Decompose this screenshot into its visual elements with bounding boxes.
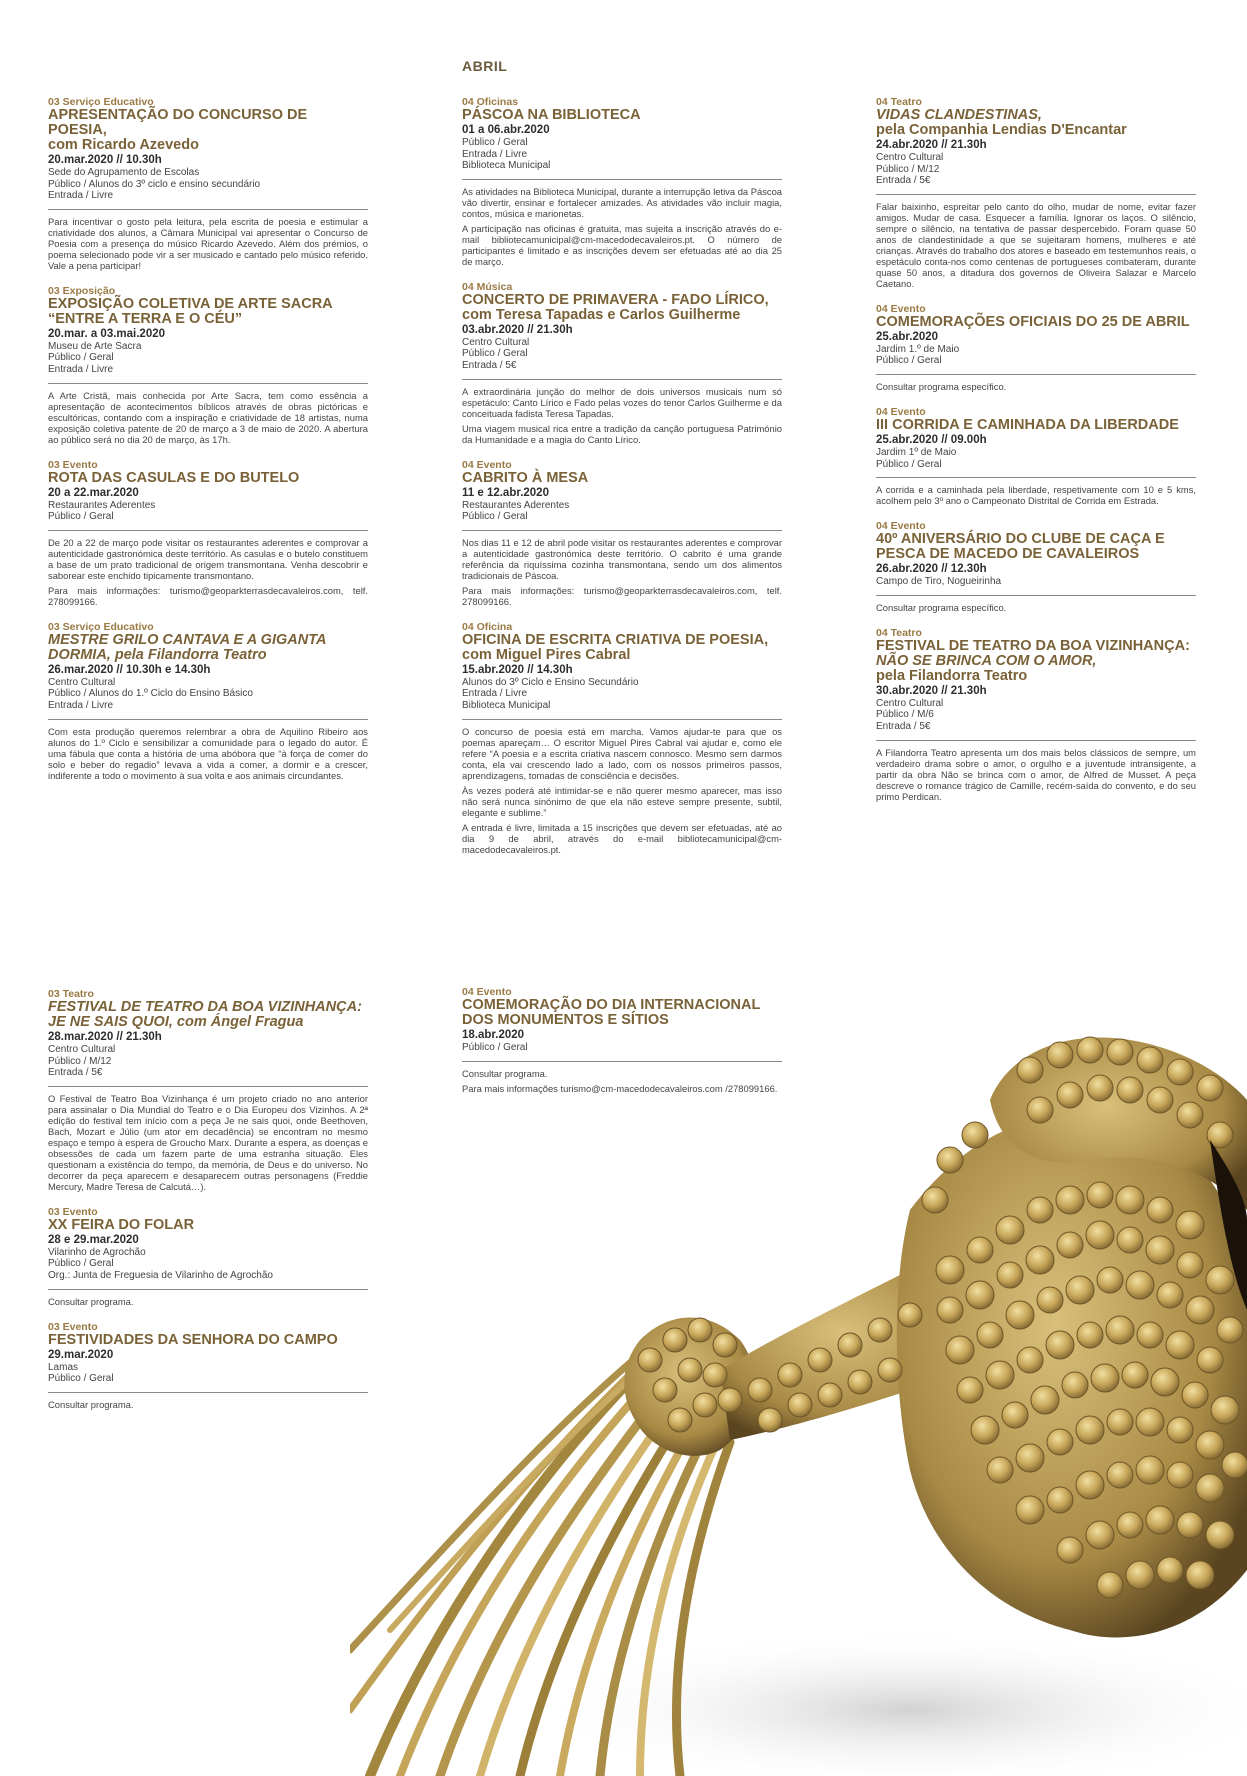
event-category: 03 Exposição [48, 284, 116, 297]
event-date: 20.mar.2020 // 10.30h [48, 154, 162, 166]
coin-sculpture-image [350, 1010, 1247, 1776]
event-info: Centro Cultural [876, 697, 944, 709]
event-description: Falar baixinho, espreitar pelo canto do olho, mudar de nome, evitar fazer amigos. Mudar de casa. Esquecer a família. Ignorar os laços. O silêncio, sempre o silêncio, na tentativa de passar despercebido. Foram quase 50 anos de clandestinidade a que se sujeitaram homens, mulheres e até crianças. Através do trabalho dos atores e baseado em testemunhos reais, o espetáculo conta-nos como centenas de portugueses combateram, durante quase 50 anos, a ditadura dos governos de Oliveira Salazar e Marcelo Caetano. [876, 200, 1196, 289]
divider [48, 1289, 368, 1290]
event-description: A Arte Cristã, mais conhecida por Arte Sacra, tem como essência a apresentação de acontecimentos bíblicos através de obras pictóricas e escultóricas, contando com a inspiração e criatividade de 18 artistas, numa exposição coletiva patente de 20 de março a 3 de maio de 2020. A abertura ao público será no dia 20 de março, às 17h. [48, 389, 368, 445]
event-info: Público / Geral [462, 1042, 528, 1053]
event-category: 03 Evento [48, 1320, 98, 1333]
divider [462, 379, 782, 380]
event-info: Público / Geral [48, 352, 114, 364]
event-date: 03.abr.2020 // 21.30h [462, 323, 573, 336]
event-block [462, 621, 782, 855]
event-date: 25.abr.2020 // 09.00h [876, 433, 987, 446]
event-description: Para mais informações turismo@cm-macedodecavaleiros.com /278099166. [462, 1082, 778, 1094]
divider [462, 179, 782, 180]
divider [48, 383, 368, 384]
event-description: De 20 a 22 de março pode visitar os restaurantes aderentes e comprovar a autenticidade gastronómica deste território. As casulas e o butelo constituem a base de um prato tradicional de origem transmontana. Venha descobrir e saborear este enchido tipicamente transmontano. [48, 536, 368, 581]
event-info: Entrada / Livre [462, 688, 528, 700]
event-category: 04 Teatro [876, 96, 922, 108]
event-title: CABRITO À MESA [462, 469, 589, 486]
divider [876, 595, 1196, 596]
event-category: 03 Teatro [48, 988, 94, 1000]
event-info: Jardim 1.º de Maio [876, 343, 960, 355]
event-description: A extraordinária junção do melhor de dois universos musicais num só espetáculo: Canto Lírico e Fado pelas vozes do tenor Carlos Guilherme e da conceituada fadista Teresa Tapadas. [462, 385, 782, 419]
event-category: 04 Evento [876, 520, 926, 533]
event-description: Uma viagem musical rica entre a tradição da canção portuguesa Património da Humanidade e a magia do Canto Lírico. [462, 422, 782, 445]
event-description: O concurso de poesia está em marcha. Vamos ajudar-te para que os poemas apareçam… O escritor Miguel Pires Cabral vai ajudar e, como ele refere “A poesia e a escrita criativa nascem connosco. Mesmo sem darmos conta, ela vai crescendo lado a lado, com os nossos primeiros passos, aprendizagens, tomadas de consciência e decisões. [462, 725, 782, 781]
event-title: EXPOSIÇÃO COLETIVA DE ARTE SACRA [48, 295, 333, 312]
event-title: FESTIVAL DE TEATRO DA BOA VIZINHANÇA: [48, 999, 362, 1015]
event-info: Lamas [48, 1361, 79, 1373]
event-description: A participação nas oficinas é gratuita, mas sujeita a inscrição através do e-mail bibliotecamunicipal@cm-macedodecavaleiros.pt. O número de participantes é limitado e as inscrições devem ser efetuadas até ao dia 25 de março. [462, 222, 782, 267]
event-info: Entrada / Livre [48, 363, 114, 375]
event-info: Entrada / 5€ [48, 1067, 103, 1079]
event-title: PESCA DE MACEDO DE CAVALEIROS [876, 546, 1140, 563]
event-date: 24.abr.2020 // 21.30h [876, 139, 987, 151]
event-date: 18.abr.2020 [462, 1029, 525, 1041]
event-date: 11 e 12.abr.2020 [462, 486, 549, 499]
event-category: 04 Evento [462, 458, 512, 471]
divider [48, 530, 368, 531]
event-title: NÃO SE BRINCA COM O AMOR, [876, 652, 1097, 669]
divider [48, 1392, 368, 1393]
event-title: CONCERTO DE PRIMAVERA - FADO LÍRICO, [462, 291, 769, 308]
event-title: APRESENTAÇÃO DO CONCURSO DE POESIA, [48, 107, 308, 138]
event-info: Público / Geral [876, 355, 942, 367]
divider [48, 1086, 368, 1087]
event-info: Público / Geral [462, 348, 528, 360]
event-title: VIDAS CLANDESTINAS, [876, 107, 1042, 123]
event-description: Com esta produção queremos relembrar a obra de Aquilino Ribeiro aos alunos do 1.º Ciclo e sensibilizar a comunidade para o legado do autor. É uma fábula que conta a história de uma abóbora que “à força de comer do solo e beber do regadio” levava a vida a comer, a dormir e a crescer, indiferente a todo o movimento à sua volta e aos animais circundantes. [48, 725, 368, 781]
event-info: Público / M/6 [876, 709, 934, 721]
event-info: Entrada / 5€ [462, 359, 517, 371]
event-info: Biblioteca Municipal [462, 160, 551, 172]
event-info: Vilarinho de Agrochão [48, 1246, 146, 1258]
event-description: A corrida e a caminhada pela liberdade, respetivamente com 10 e 5 kms, acolhem pelo 3º ano o Campeonato Distrital de Corrida em Estrada. [876, 484, 1196, 507]
event-description: A entrada é livre, limitada a 15 inscrições que devem ser efetuadas, até ao dia 9 de abril, através do e-mail bibliotecamunicipal@cm-macedodecavaleiros.pt. [462, 821, 782, 855]
event-info: Entrada / Livre [462, 148, 528, 160]
event-title: FESTIVAL DE TEATRO DA BOA VIZINHANÇA: [876, 637, 1190, 654]
event-date: 25.abr.2020 [876, 330, 939, 343]
event-title: DOS MONUMENTOS E SÍTIOS [462, 1012, 669, 1028]
event-title: “ENTRE A TERRA E O CÉU” [48, 310, 243, 327]
event-date: 26.abr.2020 // 12.30h [876, 563, 987, 576]
event-info: Público / Alunos do 1.º Ciclo do Ensino Básico [48, 688, 253, 700]
event-block [462, 281, 782, 445]
event-info: Centro Cultural [48, 676, 116, 688]
event-block [876, 520, 1196, 613]
event-date: 30.abr.2020 // 21.30h [876, 684, 987, 697]
event-title: PÁSCOA NA BIBLIOTECA [462, 107, 641, 123]
event-date: 28 e 29.mar.2020 [48, 1233, 139, 1246]
event-block [876, 627, 1196, 802]
event-info: Público / Alunos do 3º ciclo e ensino secundário [48, 178, 261, 190]
event-date: 20.mar. a 03.mai.2020 [48, 327, 166, 340]
event-block [462, 96, 782, 267]
event-block [48, 96, 368, 271]
event-category: 03 Evento [48, 458, 98, 471]
event-date: 15.abr.2020 // 14.30h [462, 663, 573, 676]
event-description: Consultar programa. [462, 1067, 548, 1079]
event-description: As atividades na Biblioteca Municipal, durante a interrupção letiva da Páscoa vão divertir, ensinar e fortalecer amizades. As atividades vão incluir magia, contos, música e marionetas. [462, 185, 782, 219]
event-title: III CORRIDA E CAMINHADA DA LIBERDADE [876, 416, 1179, 433]
event-title: MESTRE GRILO CANTAVA E A GIGANTA [48, 631, 327, 648]
event-info: Público / Geral [876, 458, 942, 470]
event-block [48, 988, 368, 1192]
event-info: Centro Cultural [876, 152, 944, 163]
event-info: Entrada / Livre [48, 190, 114, 202]
event-info: Público / Geral [48, 511, 114, 523]
event-description: Para incentivar o gosto pela leitura, pela escrita de poesia e estimular a criatividade dos alunos, a Câmara Municipal vai apresentar o Concurso de Poesia com a presença do músico Ricardo Azevedo. Além dos prémios, o poema selecionado pode vir a ser musicado e cantado pelo músico referido. Vale a pena participar! [48, 215, 368, 271]
event-description: Para mais informações: turismo@geoparkterrasdecavaleiros.com, telf. 278099166. [462, 584, 782, 607]
event-info: Campo de Tiro, Nogueirinha [876, 576, 1002, 588]
event-title: COMEMORAÇÕES OFICIAIS DO 25 DE ABRIL [876, 313, 1190, 330]
event-title: pela Filandorra Teatro [876, 667, 1028, 684]
divider [876, 477, 1196, 478]
event-info: Centro Cultural [462, 336, 530, 348]
event-title: 40º ANIVERSÁRIO DO CLUBE DE CAÇA E [876, 531, 1165, 548]
event-info: Restaurantes Aderentes [462, 499, 570, 511]
event-info: Entrada / Livre [48, 699, 114, 711]
column-3 [876, 96, 1196, 816]
event-category: 03 Evento [48, 1205, 98, 1218]
event-block [876, 96, 1196, 289]
divider [876, 374, 1196, 375]
event-title: ROTA DAS CASULAS E DO BUTELO [48, 469, 300, 486]
event-info: Sede do Agrupamento de Escolas [48, 167, 200, 178]
divider [48, 209, 368, 210]
event-date: 20 a 22.mar.2020 [48, 486, 139, 499]
event-title: OFICINA DE ESCRITA CRIATIVA DE POESIA, [462, 631, 769, 648]
event-title: XX FEIRA DO FOLAR [48, 1216, 195, 1233]
event-title: JE NE SAIS QUOI, com Ángel Fragua [48, 1014, 304, 1030]
event-block [48, 285, 368, 445]
event-block [48, 1206, 368, 1307]
event-title: DORMIA, pela Filandorra Teatro [48, 646, 267, 663]
divider [462, 719, 782, 720]
event-description: Consultar programa. [48, 1398, 134, 1410]
event-date: 29.mar.2020 [48, 1348, 114, 1361]
column-4 [48, 988, 368, 1424]
column-1 [48, 96, 368, 795]
event-title: com Teresa Tapadas e Carlos Guilherme [462, 306, 741, 323]
event-info: Jardim 1º de Maio [876, 446, 957, 458]
event-description: A Filandorra Teatro apresenta um dos mais belos clássicos de sempre, um verdadeiro drama sobre o amor, o orgulho e a juventude intransigente, a partir da obra Não se brinca com o amor, de Alfred de Musset. A peça descreve o romance trágico de Camille, recém-saída do convento, e do seu primo Perdican. [876, 746, 1196, 802]
event-info: Público / M/12 [876, 163, 940, 175]
event-block [48, 621, 368, 781]
event-description: Para mais informações: turismo@geoparkterrasdecavaleiros.com, telf. 278099166. [48, 584, 368, 607]
divider [876, 194, 1196, 195]
event-description: Às vezes poderá até intimidar-se e não querer mesmo aparecer, mas isso não será nunca sinónimo de que ela não esteve sempre presente, subtil, elegante e sublime.” [462, 784, 782, 818]
event-category: 03 Serviço Educativo [48, 96, 154, 108]
event-info: Alunos do 3º Ciclo e Ensino Secundário [462, 676, 639, 688]
event-info: Público / Geral [462, 511, 528, 523]
event-description: O Festival de Teatro Boa Vizinhança é um projeto criado no ano anterior para assinalar o Dia Mundial do Teatro e o Dia Europeu dos Vizinhos. A 2ª edição do festival tem início com a peça Je ne sais quoi, onde Beethoven, Bach, Mozart e Júlio (um ator em decadência) se encontram no mesmo espaço e tempo à espera de Groucho Marx. Durante a espera, as doenças e obsessões de cada um fazem parte de uma estranha situação. Eles questionam a existência do tempo, da memória, de Deus e do universo. No decorrer da peça aparecem e desaparecem outras personagens (Freddie Mercury, Madre Teresa de Calcutá…). [48, 1092, 368, 1192]
event-block [48, 459, 368, 607]
event-info: Biblioteca Municipal [462, 699, 551, 711]
event-block [48, 1321, 368, 1410]
event-category: 03 Serviço Educativo [48, 620, 154, 633]
event-info: Org.: Junta de Freguesia de Vilarinho de Agrochão [48, 1269, 273, 1281]
event-info: Centro Cultural [48, 1044, 116, 1055]
event-info: Entrada / 5€ [876, 720, 931, 732]
event-info: Público / Geral [48, 1258, 114, 1270]
event-info: Público / Geral [48, 1373, 114, 1385]
column-2 [462, 96, 782, 869]
event-category: 04 Evento [876, 302, 926, 315]
event-date: 01 a 06.abr.2020 [462, 124, 550, 136]
divider [462, 530, 782, 531]
divider [48, 719, 368, 720]
event-info: Restaurantes Aderentes [48, 499, 156, 511]
event-category: 04 Evento [876, 405, 926, 418]
event-description: Consultar programa específico. [876, 601, 1007, 613]
event-title: com Miguel Pires Cabral [462, 646, 631, 663]
event-category: 04 Oficina [462, 620, 513, 633]
event-category: 04 Evento [462, 986, 512, 998]
month-heading: ABRIL [462, 58, 508, 74]
event-title: COMEMORAÇÃO DO DIA INTERNACIONAL [462, 997, 761, 1013]
event-category: 04 Oficinas [462, 96, 519, 108]
event-info: Entrada / 5€ [876, 175, 931, 187]
event-title: pela Companhia Lendias D'Encantar [876, 122, 1127, 138]
event-description: Consultar programa específico. [876, 380, 1007, 392]
divider [876, 740, 1196, 741]
event-category: 04 Música [462, 280, 513, 293]
event-block [876, 303, 1196, 392]
event-description: Consultar programa. [48, 1295, 134, 1307]
event-description: Nos dias 11 e 12 de abril pode visitar os restaurantes aderentes e comprovar a autenticidade gastronómica deste território. O cabrito é uma grande referência da riquíssima cozinha transmontana, sendo um dos alimentos tradicionais de Páscoa. [462, 536, 782, 581]
event-title: com Ricardo Azevedo [48, 137, 199, 153]
event-date: 26.mar.2020 // 10.30h e 14.30h [48, 663, 211, 676]
event-block [876, 406, 1196, 506]
event-title: FESTIVIDADES DA SENHORA DO CAMPO [48, 1331, 338, 1348]
event-info: Público / M/12 [48, 1055, 112, 1067]
event-info: Museu de Arte Sacra [48, 340, 142, 352]
event-category: 04 Teatro [876, 626, 922, 639]
event-block [462, 459, 782, 607]
event-info: Público / Geral [462, 137, 528, 148]
event-date: 28.mar.2020 // 21.30h [48, 1031, 162, 1043]
